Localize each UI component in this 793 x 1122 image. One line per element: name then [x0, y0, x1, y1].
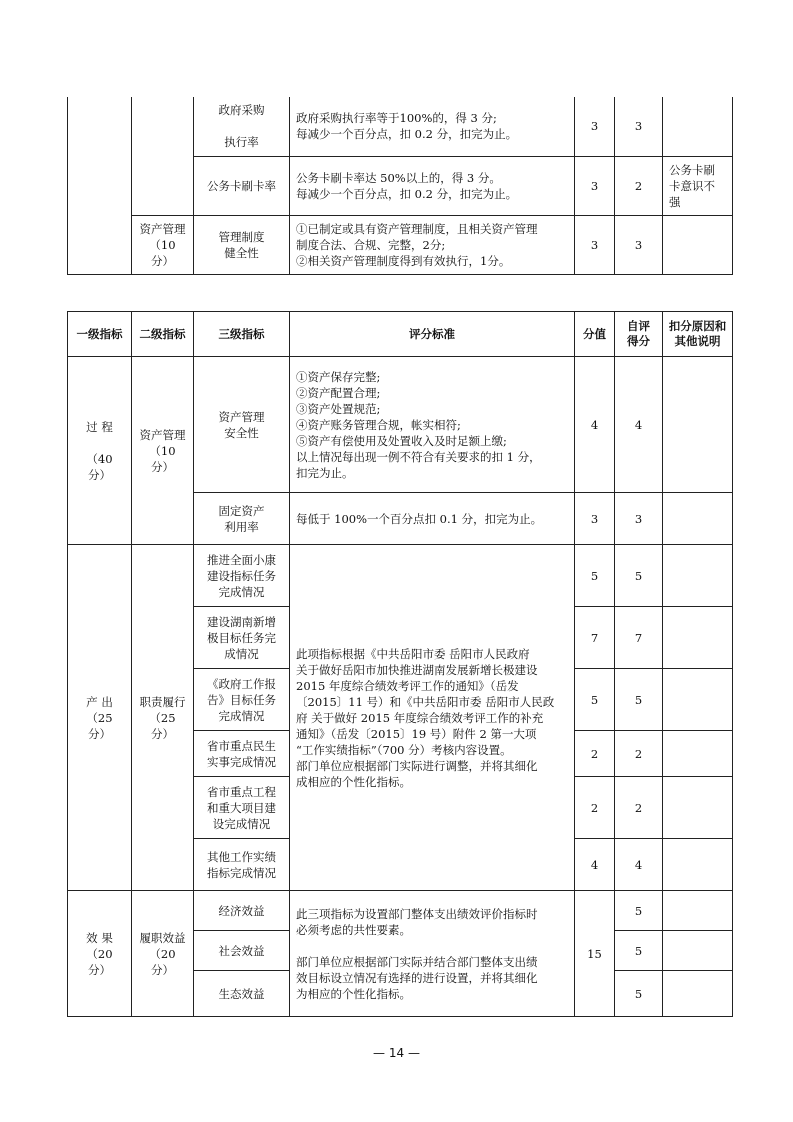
header-criteria: 评分标准: [290, 312, 575, 357]
criteria-cell: 此项指标根据《中共岳阳市委 岳阳市人民政府 关于做好岳阳市加快推进湖南发展新增长极建设 2015 年度综合绩效考评工作的通知》（岳发 〔2015〕11 号）和《中共岳阳市委 岳阳市人民政 府 关于做好 2015 年度综合绩效考评工作的补充 通知》（岳发〔2015〕19 号）附件 2 第一大项 “工作实绩指标”（700 分）考核内容设置。 部门单位应根据部门实际进行调整，并将其细化 成相应的个性化指标。: [290, 545, 575, 891]
top-table: [67, 97, 733, 275]
l3-cell: 资产管理 安全性: [194, 357, 290, 493]
l1-output: 产 出 （25 分）: [68, 545, 132, 891]
score-cell: 4: [575, 839, 615, 891]
reason-cell: 公务卡刷 卡意识不 强: [663, 156, 733, 215]
reason-cell: [663, 97, 733, 156]
self-score-cell: 5: [615, 971, 663, 1017]
l1-cell: [68, 97, 132, 274]
reason-cell: [663, 357, 733, 493]
reason-cell: [663, 891, 733, 931]
score-cell: 4: [575, 357, 615, 493]
self-score-cell: 5: [615, 669, 663, 731]
criteria-cell: 每低于 100%一个百分点扣 0.1 分，扣完为止。: [290, 493, 575, 545]
reason-cell: [663, 931, 733, 971]
self-score-cell: 5: [615, 931, 663, 971]
criteria-cell: 公务卡刷卡率达 50%以上的，得 3 分。 每减少一个百分点，扣 0.2 分，扣完为止。: [290, 156, 575, 215]
self-score-cell: 7: [615, 607, 663, 669]
reason-cell: [663, 669, 733, 731]
self-score-cell: 5: [615, 545, 663, 607]
header-l3: 三级指标: [194, 312, 290, 357]
score-cell: 15: [575, 891, 615, 1017]
header-score: 分值: [575, 312, 615, 357]
header-l2: 二级指标: [132, 312, 194, 357]
l3-cell: 推进全面小康 建设指标任务 完成情况: [194, 545, 290, 607]
reason-cell: [663, 971, 733, 1017]
l3-cell: 生态效益: [194, 971, 290, 1017]
l2-cell: 资产管理 （10 分）: [132, 215, 194, 274]
header-reason: 扣分原因和 其他说明: [663, 312, 733, 357]
reason-cell: [663, 493, 733, 545]
criteria-cell: ①资产保存完整; ②资产配置合理; ③资产处置规范; ④资产账务管理合规，帐实相符; ⑤资产有偿使用及处置收入及时足额上缴; 以上情况每出现一例不符合有关要求的扣 1 分， 扣完为止。: [290, 357, 575, 493]
main-table: [67, 311, 733, 1017]
self-score-cell: 2: [615, 731, 663, 777]
header-row: [68, 312, 733, 357]
score-cell: 3: [575, 215, 615, 274]
l3-cell: 经济效益: [194, 891, 290, 931]
l2-duty-fulfillment: 职责履行 （25 分）: [132, 545, 194, 891]
l3-cell: 政府采购 执行率: [194, 97, 290, 156]
l3-cell: 管理制度 健全性: [194, 215, 290, 274]
reason-cell: [663, 777, 733, 839]
l3-cell: 建设湖南新增 极目标任务完 成情况: [194, 607, 290, 669]
reason-cell: [663, 731, 733, 777]
reason-cell: [663, 545, 733, 607]
l3-cell: 固定资产 利用率: [194, 493, 290, 545]
score-cell: 2: [575, 731, 615, 777]
criteria-cell: 此三项指标为设置部门整体支出绩效评价指标时 必须考虑的共性要素。 部门单位应根据部门实际并结合部门整体支出绩 效目标设立情况有选择的进行设置，并将其细化 为相应的个性化指标。: [290, 891, 575, 1017]
l2-cell: [132, 97, 194, 215]
score-cell: 2: [575, 777, 615, 839]
l2-asset-management: 资产管理 （10 分）: [132, 357, 194, 545]
score-cell: 3: [575, 156, 615, 215]
self-score-cell: 3: [615, 97, 663, 156]
table-row: [68, 357, 733, 493]
page-number: — 14 —: [373, 1046, 420, 1060]
score-cell: 3: [575, 97, 615, 156]
self-score-cell: 4: [615, 357, 663, 493]
table-row: [68, 545, 733, 607]
l3-cell: 省市重点民生 实事完成情况: [194, 731, 290, 777]
reason-cell: [663, 839, 733, 891]
self-score-cell: 4: [615, 839, 663, 891]
header-l1: 一级指标: [68, 312, 132, 357]
l1-process: 过 程 （40 分）: [68, 357, 132, 545]
criteria-cell: 政府采购执行率等于100%的，得 3 分; 每减少一个百分点，扣 0.2 分，扣完为止。: [290, 97, 575, 156]
table-row: [68, 215, 733, 274]
l3-cell: 省市重点工程 和重大项目建 设完成情况: [194, 777, 290, 839]
table-row: [68, 97, 733, 156]
self-score-cell: 3: [615, 493, 663, 545]
l3-cell: 《政府工作报 告》目标任务 完成情况: [194, 669, 290, 731]
reason-cell: [663, 607, 733, 669]
criteria-cell: ①已制定或具有资产管理制度，且相关资产管理 制度合法、合规、完整，2分; ②相关资产管理制度得到有效执行，1分。: [290, 215, 575, 274]
score-cell: 7: [575, 607, 615, 669]
l2-performance-benefit: 履职效益 （20 分）: [132, 891, 194, 1017]
l3-cell: 其他工作实绩 指标完成情况: [194, 839, 290, 891]
header-self-score: 自评 得分: [615, 312, 663, 357]
self-score-cell: 2: [615, 777, 663, 839]
score-cell: 3: [575, 493, 615, 545]
self-score-cell: 3: [615, 215, 663, 274]
score-cell: 5: [575, 545, 615, 607]
l3-cell: 公务卡刷卡率: [194, 156, 290, 215]
self-score-cell: 5: [615, 891, 663, 931]
l1-effect: 效 果 （20 分）: [68, 891, 132, 1017]
self-score-cell: 2: [615, 156, 663, 215]
l3-cell: 社会效益: [194, 931, 290, 971]
table-row: [68, 891, 733, 931]
reason-cell: [663, 215, 733, 274]
score-cell: 5: [575, 669, 615, 731]
